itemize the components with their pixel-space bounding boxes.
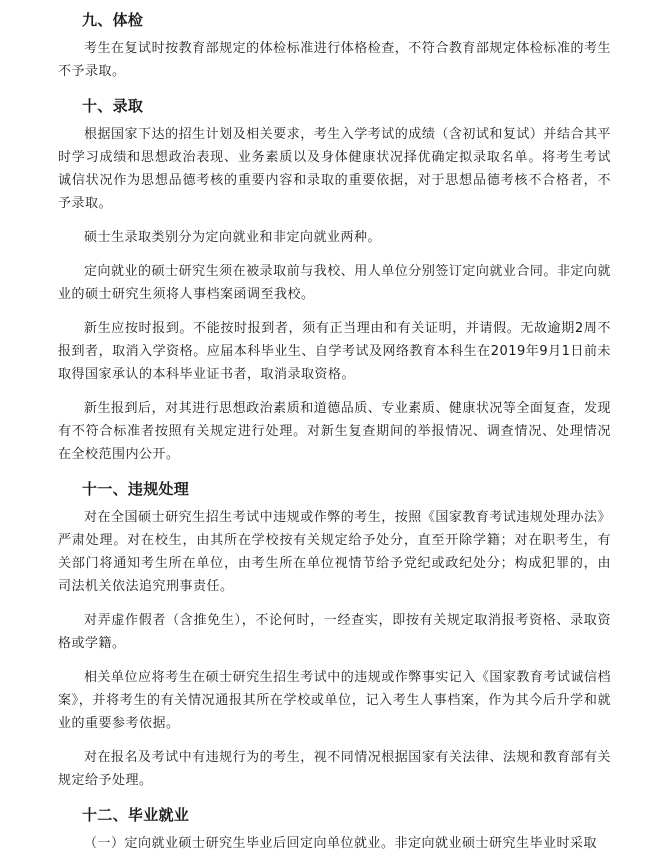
section-physical-exam — [58, 8, 611, 83]
paragraph: 考生在复试时按教育部规定的体检标准进行体格检查，不符合教育部规定体检标准的考生不予录取。 — [58, 41, 611, 79]
section-heading: 十、录取 — [82, 97, 144, 115]
paragraph: 根据国家下达的招生计划及相关要求，考生入学考试的成绩（含初试和复试）并结合其平时学习成绩和思想政治表现、业务素质以及身体健康状况择优确定拟录取名单。将考生考试诚信状况作为思想品德考核的重要内容和录取的重要依据，对于思想品德考核不合格者，不予录取。 — [58, 127, 611, 211]
paragraph: 新生报到后，对其进行思想政治素质和道德品质、专业素质、健康状况等全面复查，发现有不符合标准者按照有关规定进行处理。对新生复查期间的举报情况、调查情况、处理情况在全校范围内公开。 — [58, 401, 611, 462]
paragraph: 对在报名及考试中有违规行为的考生，视不同情况根据国家有关法律、法规和教育部有关规定给予处理。 — [58, 750, 611, 788]
section-heading: 十二、毕业就业 — [82, 806, 190, 824]
paragraph: 相关单位应将考生在硕士研究生招生考试中的违规或作弊事实记入《国家教育考试诚信档案》，并将考生的有关情况通报其所在学校或单位，记入考生人事档案，作为其今后升学和就业的重要参考依据。 — [58, 670, 611, 731]
paragraph: 定向就业的硕士研究生须在被录取前与我校、用人单位分别签订定向就业合同。非定向就业的硕士研究生须将人事档案函调至我校。 — [58, 264, 611, 302]
paragraph: （一）定向就业硕士研究生毕业后回定向单位就业。非定向就业硕士研究生毕业时采取 — [84, 836, 598, 851]
section-graduation-employment — [58, 803, 611, 855]
paragraph: 硕士生录取类别分为定向就业和非定向就业两种。 — [84, 230, 382, 245]
paragraph: 新生应按时报到。不能按时报到者，须有正当理由和有关证明，并请假。无故逾期2周不报到者，取消入学资格。应届本科毕业生、自学考试及网络教育本科生在2019年9月1日前未取得国家承认的本科毕业证书者，取消录取资格。 — [58, 321, 611, 382]
section-heading: 九、体检 — [82, 11, 144, 29]
section-violation-handling — [58, 477, 611, 792]
paragraph: 对在全国硕士研究生招生考试中违规或作弊的考生，按照《国家教育考试违规处理办法》严肃处理。对在校生，由其所在学校按有关规定给予处分，直至开除学籍；对在职考生，有关部门将通知考生所在单位，由考生所在单位视情节给予党纪或政纪处分；构成犯罪的，由司法机关依法追究刑事责任。 — [58, 510, 611, 594]
section-heading: 十一、违规处理 — [82, 480, 190, 498]
paragraph: 对弄虚作假者（含推免生），不论何时，一经查实，即按有关规定取消报考资格、录取资格或学籍。 — [58, 613, 611, 651]
section-admission — [58, 94, 611, 466]
